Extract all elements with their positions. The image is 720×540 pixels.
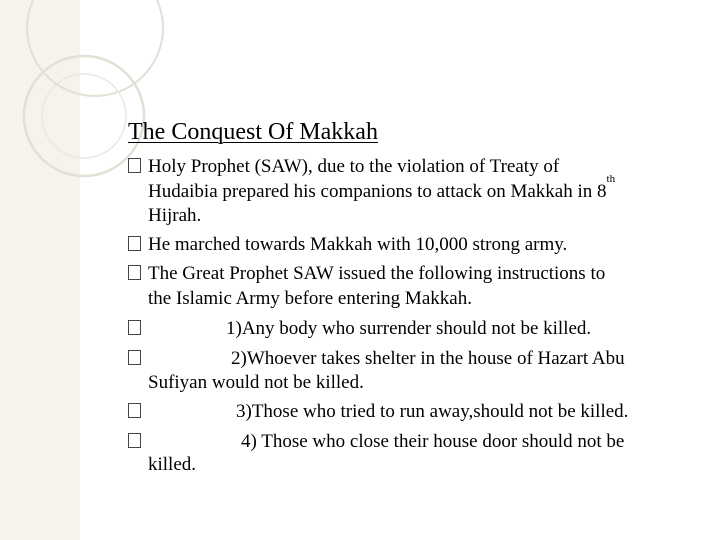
- bullet-1-line-2: Hudaibia prepared his companions to attack on Makkah in 8: [148, 181, 607, 202]
- bullet-box-icon: [128, 320, 141, 335]
- bullet-box-icon: [128, 236, 141, 251]
- left-decorative-band: [0, 0, 80, 540]
- bullet-3-line-2-row: [148, 288, 472, 310]
- bullet-4-line-1: 1)Any body who surrender should not be killed.: [226, 318, 592, 339]
- bullet-1-line-3: Hijrah.: [148, 205, 202, 226]
- bullet-5-line-1: 2)Whoever takes shelter in the house of Hazart Abu: [231, 348, 625, 369]
- bullet-7-line-2-row: [148, 454, 196, 476]
- bullet-6: [128, 401, 148, 423]
- bullet-6-text-row: [236, 401, 628, 423]
- bullet-box-icon: [128, 403, 141, 418]
- bullet-1-line-2-row: [148, 173, 616, 203]
- bullet-7: [128, 431, 148, 453]
- bullet-box-icon: [128, 265, 141, 280]
- bullet-1-line-1: Holy Prophet (SAW), due to the violation of Treaty of: [148, 156, 560, 177]
- bullet-4: [128, 318, 148, 340]
- bullet-1-line-3-row: [148, 205, 201, 227]
- bullet-3: [128, 263, 605, 285]
- bullet-box-icon: [128, 350, 141, 365]
- bullet-5: [128, 348, 148, 370]
- bullet-7-text-row: [241, 431, 624, 453]
- bullet-5-line-2-row: [148, 372, 364, 394]
- bullet-3-line-2: the Islamic Army before entering Makkah.: [148, 288, 472, 309]
- bullet-box-icon: [128, 433, 141, 448]
- bullet-1: [128, 156, 559, 178]
- bullet-2-line-1: He marched towards Makkah with 10,000 strong army.: [148, 234, 568, 255]
- bullet-3-line-1: The Great Prophet SAW issued the following instructions to: [148, 263, 606, 284]
- bullet-box-icon: [128, 158, 141, 173]
- bullet-2: [128, 234, 567, 256]
- bullet-7-line-2: killed.: [148, 454, 197, 475]
- bullet-6-line-1: 3)Those who tried to run away,should not be killed.: [236, 401, 629, 422]
- bullet-5-line-2: Sufiyan would not be killed.: [148, 372, 364, 393]
- bullet-7-line-1: 4) Those who close their house door should not be: [241, 431, 625, 452]
- bullet-5-text-row: [231, 348, 625, 370]
- slide-title: The Conquest Of Makkah: [128, 119, 378, 145]
- bullet-4-text-row: [226, 318, 591, 340]
- ordinal-superscript: th: [606, 173, 616, 185]
